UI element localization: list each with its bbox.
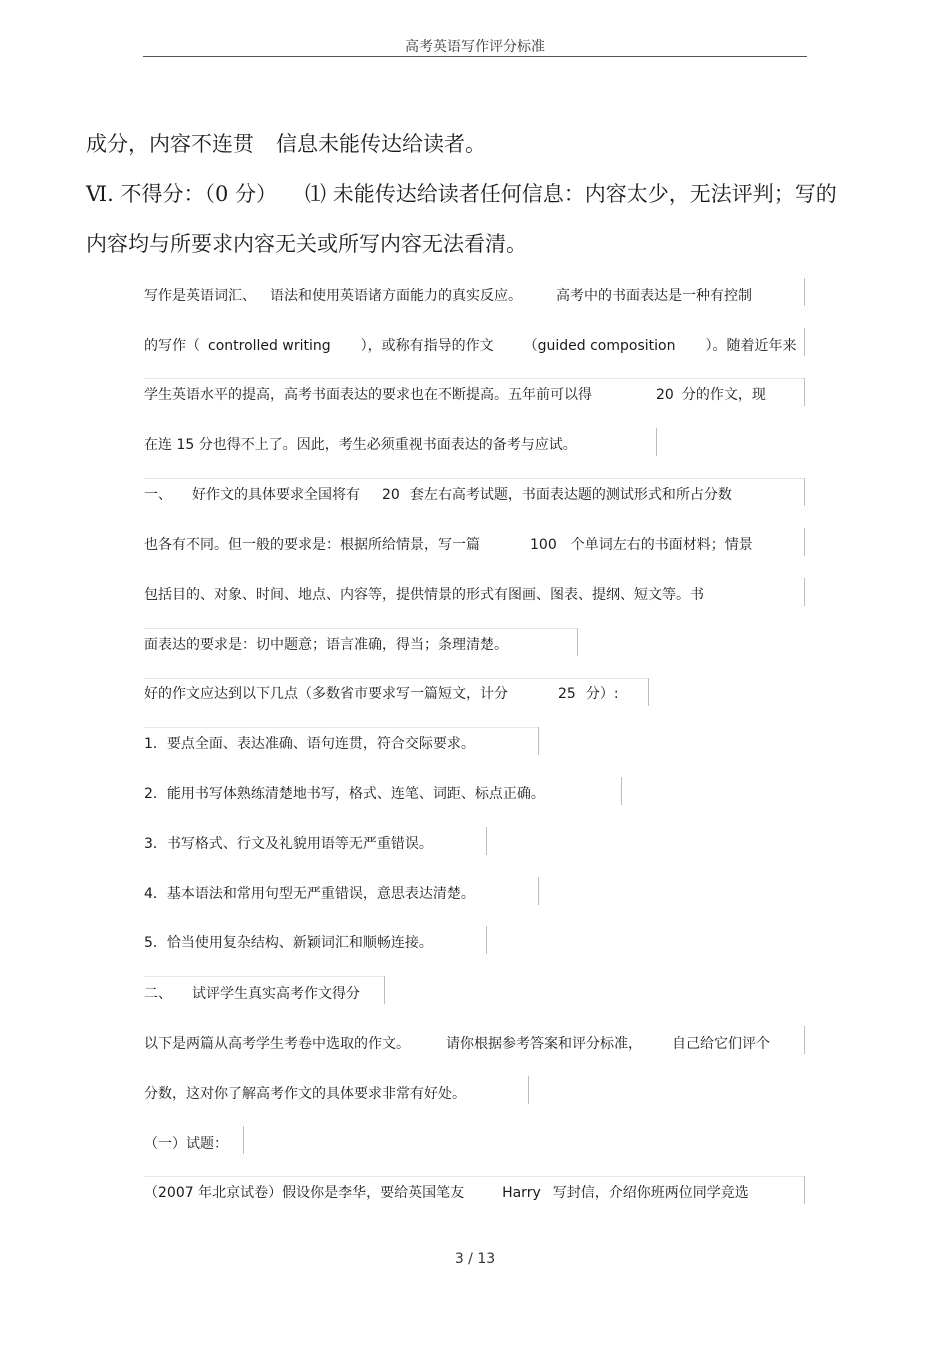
section1-line-1-part-c: 20 <box>382 487 400 503</box>
scan-artifact-bar <box>804 528 805 556</box>
intro-line-3-part-c: 分的作文，现 <box>681 387 766 403</box>
scan-artifact-bar <box>804 278 805 306</box>
scan-artifact-bar <box>243 1126 244 1154</box>
scan-artifact-bar <box>384 976 385 1004</box>
top-line-2 <box>86 178 837 208</box>
scan-artifact-bar <box>538 877 539 905</box>
section2-line-1-part-c: 自己给它们评个 <box>672 1036 770 1052</box>
list-item: 4．基本语法和常用句型无严重错误，意思表达清楚。 <box>144 886 475 902</box>
intro-line-1-part-b: 语法和使用英语诸方面能力的真实反应。 <box>270 288 522 304</box>
intro-line-1-part-a: 写作是英语词汇、 <box>144 288 256 304</box>
scan-artifact-bar <box>486 827 487 855</box>
scan-artifact-bar <box>577 628 578 656</box>
intro-line-3 <box>144 384 766 404</box>
intro-line-2-part-b: controlled writing <box>208 338 331 354</box>
scan-artifact-bar <box>804 1026 805 1054</box>
page-number: 3 / 13 <box>454 1251 496 1267</box>
list-item: 1．要点全面、表达准确、语句连贯，符合交际要求。 <box>144 736 475 752</box>
intro-line-2-part-c: ），或称有指导的作文 <box>360 338 494 354</box>
list-item: 5．恰当使用复杂结构、新颖词汇和顺畅连接。 <box>144 935 433 951</box>
intro-line-1-part-c: 高考中的书面表达是一种有控制 <box>556 288 752 304</box>
scan-artifact-bar <box>804 1176 805 1204</box>
section2-line-1 <box>144 1033 770 1053</box>
list-item: 2．能用书写体熟练清楚地书写，格式、连笔、词距、标点正确。 <box>144 786 545 802</box>
scan-artifact-bar <box>804 478 805 506</box>
section1-line-5-part-a: 好的作文应达到以下几点（多数省市要求写一篇短文，计分 <box>144 686 508 702</box>
section2-question-part-a: （2007 年北京试卷）假设你是李华，要给英国笔友 <box>144 1185 465 1201</box>
scan-artifact-bar <box>656 428 657 456</box>
top-line-1-part-b: 信息未能传达给读者。 <box>276 132 486 156</box>
section2-heading <box>144 983 360 1003</box>
scan-artifact-rule <box>144 378 804 379</box>
scan-artifact-bar <box>528 1076 529 1104</box>
scan-artifact-rule <box>144 628 577 629</box>
scan-artifact-bar <box>804 578 805 606</box>
section1-number: 一、 <box>144 487 172 503</box>
section1-line-2-part-a: 也各有不同。但一般的要求是：根据所给情景，写一篇 <box>144 537 480 553</box>
section1-line-3: 包括目的、对象、时间、地点、内容等，提供情景的形式有图画、图表、提纲、短文等。书 <box>144 587 704 603</box>
section2-line-1-part-b: 请你根据参考答案和评分标准， <box>446 1036 642 1052</box>
intro-line-2-part-e: ）。随着近年来 <box>705 338 797 354</box>
intro-line-1 <box>144 285 752 305</box>
section2-question <box>144 1182 749 1202</box>
page-header-title: 高考英语写作评分标准 <box>405 39 545 55</box>
top-line-3: 内容均与所要求内容无关或所写内容无法看清。 <box>86 232 527 256</box>
scan-artifact-bar <box>804 378 805 406</box>
top-line-2-part-a: Ⅵ. 不得分：（0 分） <box>86 182 278 206</box>
scan-artifact-bar <box>804 328 805 356</box>
section1-line-1 <box>144 484 732 504</box>
intro-line-4: 在连 15 分也得不上了。因此，考生必须重视书面表达的备考与应试。 <box>144 437 577 453</box>
intro-line-3-part-a: 学生英语水平的提高，高考书面表达的要求也在不断提高。五年前可以得 <box>144 387 592 403</box>
section2-subheading: （一）试题： <box>144 1136 228 1152</box>
section2-question-part-c: 写封信，介绍你班两位同学竞选 <box>552 1185 749 1201</box>
section2-line-1-part-a: 以下是两篇从高考学生考卷中选取的作文。 <box>144 1036 410 1052</box>
header-divider <box>143 56 807 57</box>
section1-line-4: 面表达的要求是：切中题意；语言准确，得当；条理清楚。 <box>144 637 508 653</box>
section2-line-2: 分数，这对你了解高考作文的具体要求非常有好处。 <box>144 1086 466 1102</box>
scan-artifact-bar <box>621 777 622 805</box>
section1-line-1-part-d: 套左右高考试题，书面表达题的测试形式和所占分数 <box>409 487 732 503</box>
section1-line-5 <box>144 683 619 703</box>
top-line-1-part-a: 成分，内容不连贯 <box>86 132 254 156</box>
section2-question-part-b: Harry <box>502 1185 541 1201</box>
section1-line-1-part-b: 好作文的具体要求全国将有 <box>192 487 360 503</box>
scan-artifact-rule <box>144 727 538 728</box>
intro-line-2 <box>144 335 796 355</box>
section1-line-5-part-b: 25 <box>558 686 576 702</box>
top-line-1 <box>86 128 486 158</box>
section1-line-5-part-c: 分）: <box>585 686 619 702</box>
section2-heading-text: 试评学生真实高考作文得分 <box>192 986 360 1002</box>
scan-artifact-rule <box>144 678 648 679</box>
scan-artifact-bar <box>538 727 539 755</box>
scan-artifact-rule <box>144 976 384 977</box>
intro-line-2-part-d: （guided composition <box>523 338 676 354</box>
scan-artifact-rule <box>144 1176 804 1177</box>
scan-artifact-bar <box>648 678 649 706</box>
scan-artifact-bar <box>486 926 487 954</box>
section1-line-2-part-c: 个单词左右的书面材料；情景 <box>570 537 753 553</box>
section1-line-2 <box>144 534 753 554</box>
list-item: 3．书写格式、行文及礼貌用语等无严重错误。 <box>144 836 433 852</box>
top-line-2-part-b: ⑴ 未能传达给读者任何信息：内容太少，无法评判；写的 <box>305 182 837 206</box>
intro-line-2-part-a: 的写作（ <box>144 338 200 354</box>
section2-number: 二、 <box>144 986 172 1002</box>
intro-line-3-part-b: 20 <box>656 387 674 403</box>
scan-artifact-rule <box>144 478 804 479</box>
section1-line-2-part-b: 100 <box>530 537 557 553</box>
